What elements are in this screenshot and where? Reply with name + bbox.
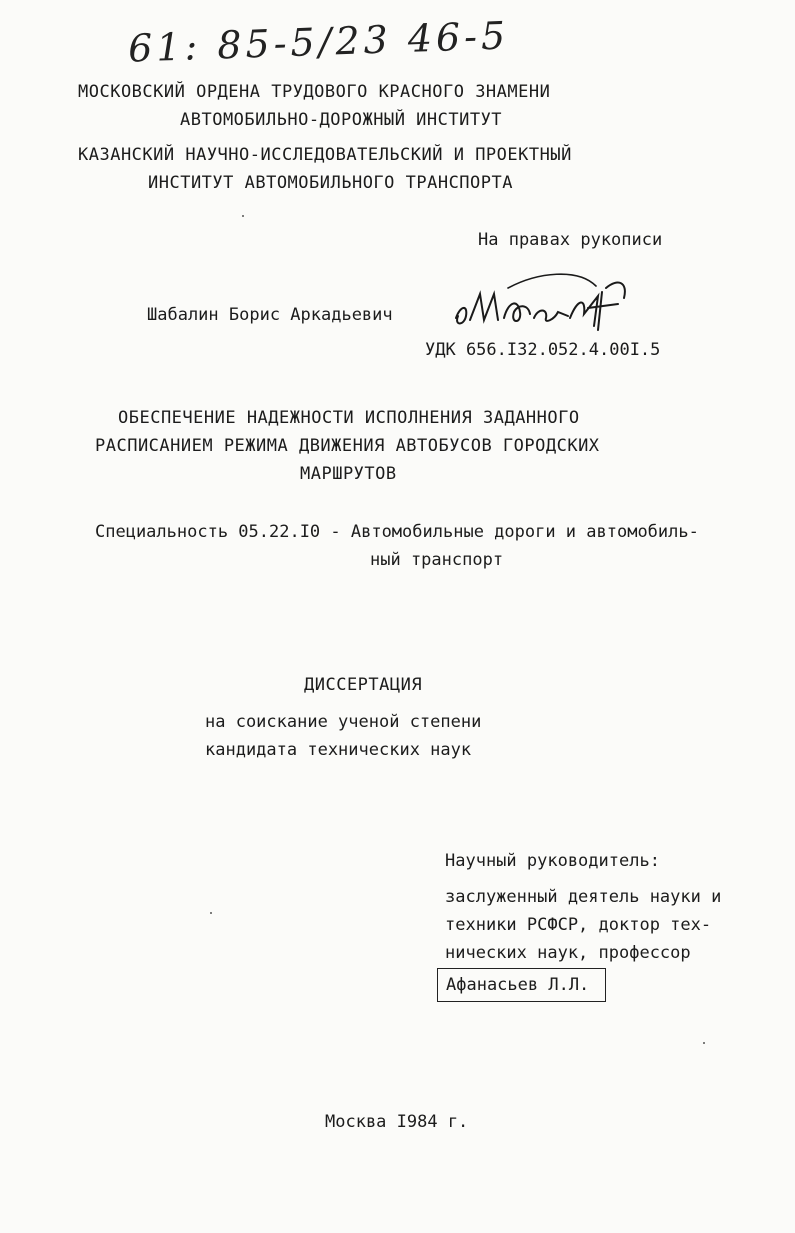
org-2-line-1: КАЗАНСКИЙ НАУЧНО-ИССЛЕДОВАТЕЛЬСКИЙ И ПРОЕКТНЫЙ — [78, 145, 572, 165]
supervisor-name: Афанасьев Л.Л. — [446, 975, 590, 995]
handwritten-registration-number: 61: 85-5/23 46-5 — [127, 13, 510, 71]
title-line-1: ОБЕСПЕЧЕНИЕ НАДЕЖНОСТИ ИСПОЛНЕНИЯ ЗАДАННОГО — [118, 408, 580, 428]
place-and-year: Москва I984 г. — [325, 1112, 469, 1132]
supervisor-title-line-3: нических наук, профессор — [445, 943, 691, 963]
udc-code: УДК 656.I32.052.4.00I.5 — [425, 340, 661, 360]
specialty-line-1: Специальность 05.22.I0 - Автомобильные дороги и автомобиль- — [95, 522, 699, 542]
supervisor-title-line-1: заслуженный деятель науки и — [445, 887, 722, 907]
org-2-line-2: ИНСТИТУТ АВТОМОБИЛЬНОГО ТРАНСПОРТА — [148, 173, 513, 193]
org-1-line-1: МОСКОВСКИЙ ОРДЕНА ТРУДОВОГО КРАСНОГО ЗНАМЕНИ — [78, 82, 551, 102]
degree-line-2: кандидата технических наук — [205, 740, 472, 760]
ink-speck — [210, 912, 212, 914]
manuscript-rights-note: На правах рукописи — [478, 230, 663, 250]
document-type: ДИССЕРТАЦИЯ — [304, 675, 423, 695]
author-name: Шабалин Борис Аркадьевич — [147, 305, 393, 325]
org-1-line-2: АВТОМОБИЛЬНО-ДОРОЖНЫЙ ИНСТИТУТ — [180, 110, 503, 130]
author-signature — [448, 268, 638, 338]
supervisor-title-line-2: техники РСФСР, доктор тех- — [445, 915, 712, 935]
supervisor-name-box — [437, 968, 606, 1002]
ink-speck — [703, 1042, 705, 1044]
title-line-2: РАСПИСАНИЕМ РЕЖИМА ДВИЖЕНИЯ АВТОБУСОВ ГОРОДСКИХ — [95, 436, 600, 456]
supervisor-heading: Научный руководитель: — [445, 851, 660, 871]
title-line-3: МАРШРУТОВ — [300, 464, 397, 484]
specialty-line-2: ный транспорт — [370, 550, 504, 570]
degree-line-1: на соискание ученой степени — [205, 712, 482, 732]
ink-speck — [242, 215, 244, 217]
